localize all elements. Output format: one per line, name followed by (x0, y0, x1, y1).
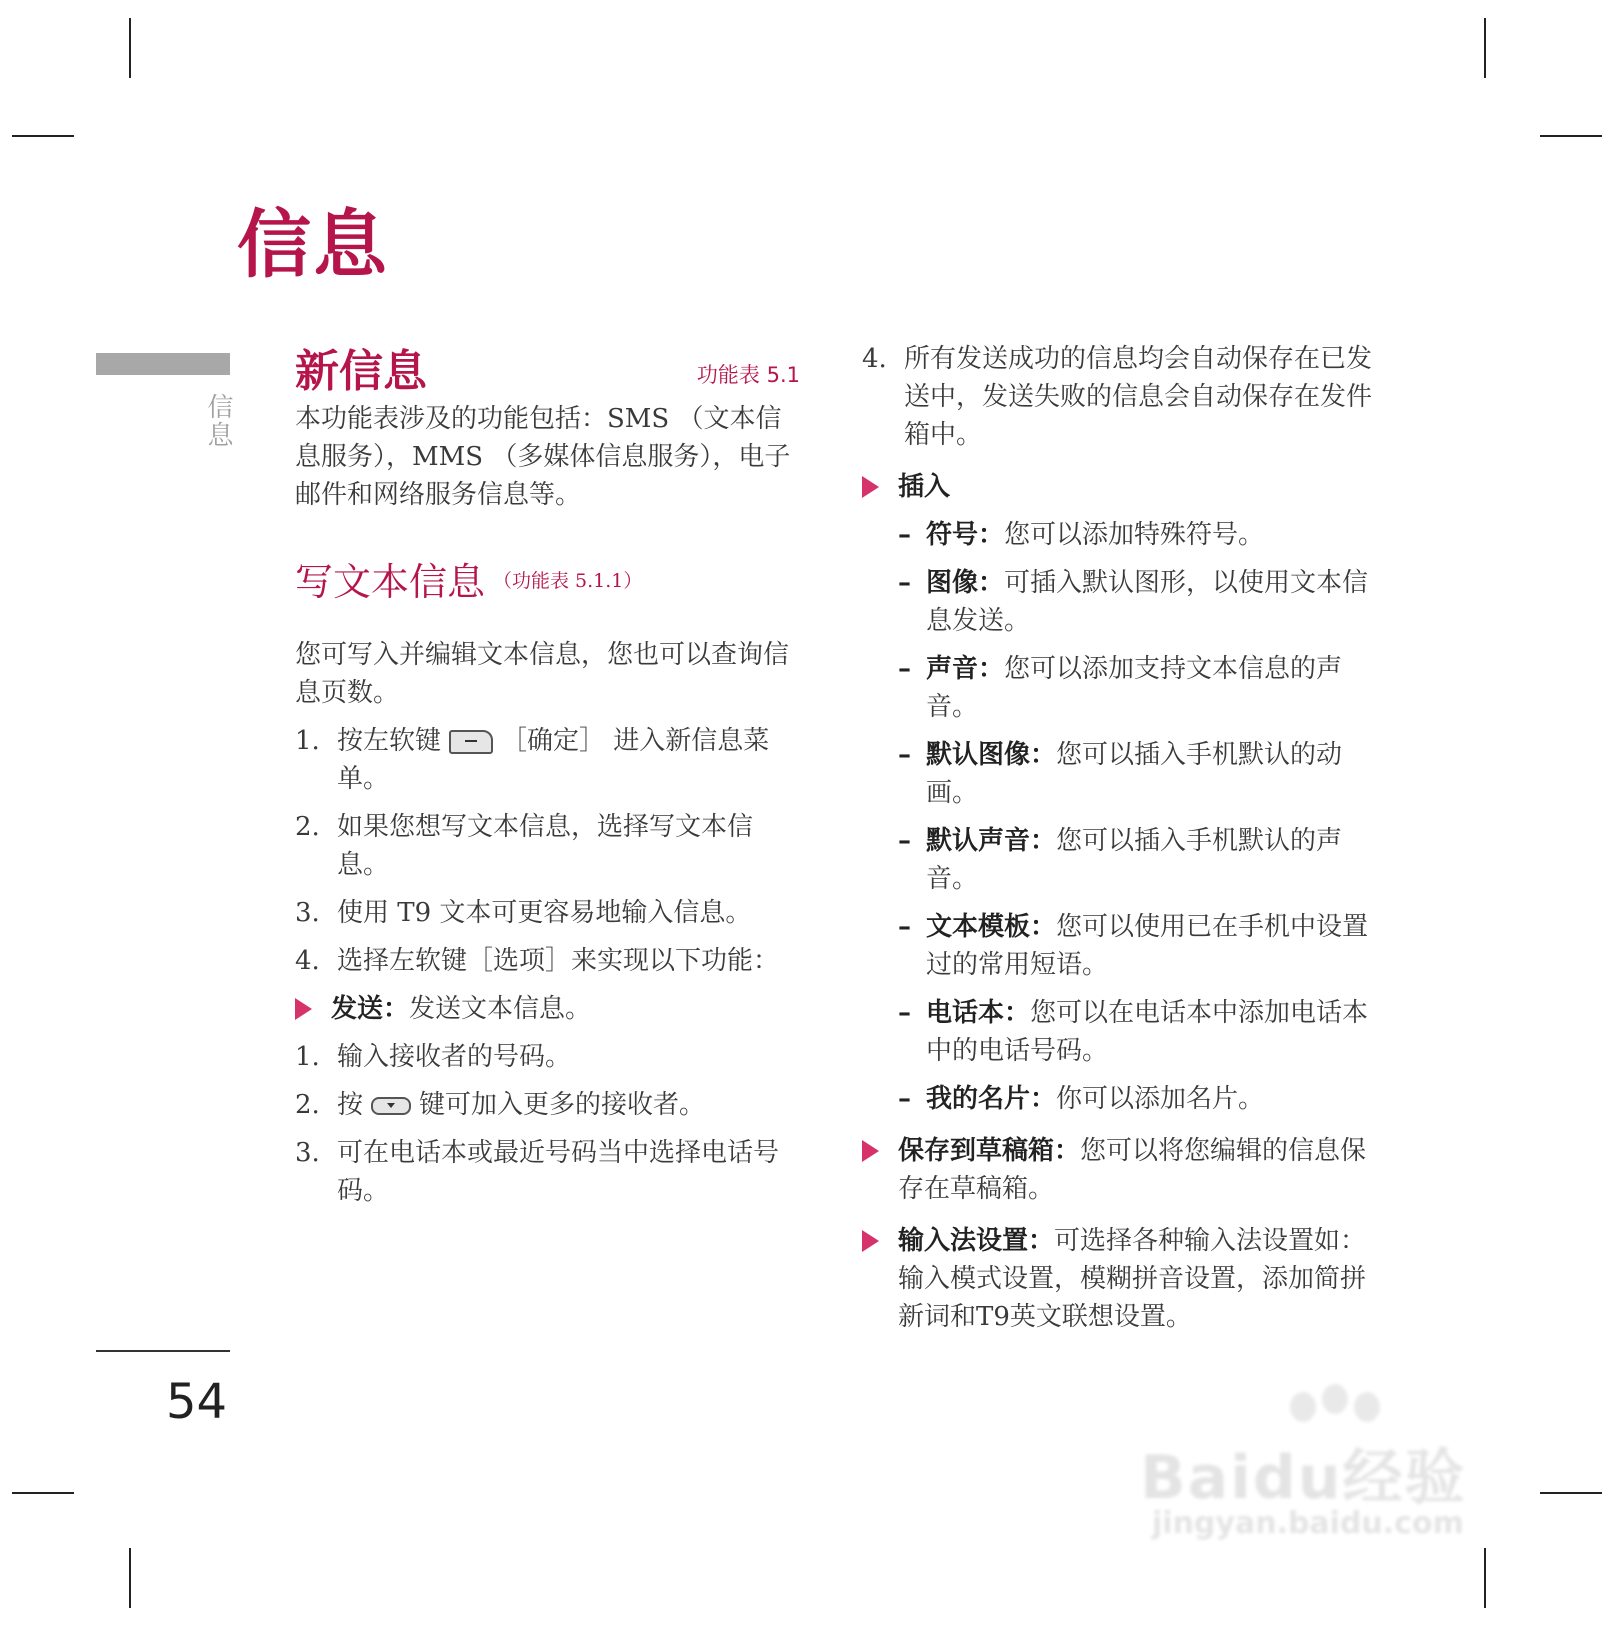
item-label: 文本模板： (926, 912, 1057, 942)
list-item (295, 1134, 800, 1210)
step-number: 1. (295, 726, 320, 756)
crop-mark (1484, 18, 1486, 78)
triangle-bullet-icon (862, 1230, 879, 1252)
item-label: 电话本： (926, 998, 1031, 1028)
step-text: 选择左软键［选项］来实现以下功能： (337, 946, 780, 976)
send-steps-list (295, 1038, 800, 1210)
side-tab-label: 信息 (203, 393, 233, 449)
left-soft-key-icon (449, 730, 493, 754)
item-text: 您可以插入手机默认的声音。 (926, 826, 1343, 894)
option-label: 保存到草稿箱： (898, 1136, 1081, 1166)
section-intro: 本功能表涉及的功能包括：SMS （文本信息服务），MMS （多媒体信息服务），电子邮件和网络服务信息等。 (295, 404, 791, 510)
list-item (295, 1038, 800, 1076)
list-item (295, 722, 800, 798)
subsection-header (295, 550, 800, 610)
step-number: 4. (862, 344, 887, 374)
item-text: 您可以使用已在手机中设置过的常用短语。 (926, 912, 1369, 980)
dash-bullet: – (898, 520, 911, 550)
subsection-menu-ref: （功能表 5.1.1） (493, 570, 643, 592)
item-text: 你可以添加名片。 (1056, 1084, 1265, 1114)
option-send (295, 990, 800, 1028)
list-item (295, 942, 800, 980)
crop-mark (12, 135, 74, 137)
send-steps-continued (862, 340, 1372, 454)
step-number: 4. (295, 946, 320, 976)
triangle-bullet-icon (862, 1140, 879, 1162)
option-label: 输入法设置： (898, 1226, 1055, 1256)
item-text: 您可以在电话本中添加电话本中的电话号码。 (926, 998, 1369, 1066)
list-item (295, 808, 800, 884)
dash-bullet: – (898, 826, 911, 856)
option-input-method (862, 1222, 1372, 1336)
chapter-title: 信息 (237, 202, 389, 288)
list-item (862, 736, 1372, 812)
list-item (862, 564, 1372, 640)
paw-icon (1354, 1392, 1380, 1422)
crop-mark (12, 1492, 74, 1494)
list-item (295, 1086, 800, 1124)
list-item (862, 908, 1372, 984)
section-header (295, 340, 800, 400)
list-item (295, 894, 800, 932)
option-text: 发送文本信息。 (409, 994, 592, 1024)
item-label: 符号： (926, 520, 1005, 550)
left-column (295, 340, 800, 1210)
step-number: 3. (295, 898, 320, 928)
item-text: 可插入默认图形，以使用文本信息发送。 (926, 568, 1369, 636)
list-item (862, 340, 1372, 454)
dash-bullet: – (898, 568, 911, 598)
crop-mark (1540, 135, 1602, 137)
option-text: 您可以将您编辑的信息保存在草稿箱。 (898, 1136, 1367, 1204)
dash-bullet: – (898, 912, 911, 942)
option-insert (862, 468, 1372, 506)
step-text: 按 (337, 1090, 364, 1120)
watermark-url: jingyan.baidu.com (1152, 1506, 1464, 1541)
paw-icon (1322, 1384, 1348, 1414)
step-text: 输入接收者的号码。 (337, 1042, 572, 1072)
list-item (862, 994, 1372, 1070)
step-text: 键可加入更多的接收者。 (419, 1090, 706, 1120)
step-text: 按左软键 (337, 726, 442, 756)
dash-bullet: – (898, 740, 911, 770)
crop-mark (1540, 1492, 1602, 1494)
step-text: ［确定］ 进入新信息菜单。 (337, 726, 770, 794)
subsection-title: 写文本信息 (295, 560, 486, 604)
write-steps-list (295, 722, 800, 980)
triangle-bullet-icon (862, 476, 879, 498)
dash-bullet: – (898, 998, 911, 1028)
item-label: 我的名片： (926, 1084, 1057, 1114)
nav-down-key-icon (371, 1097, 411, 1115)
page-number: 54 (166, 1374, 228, 1430)
section-menu-ref: 功能表 5.1 (696, 363, 800, 387)
footer-rule (96, 1350, 230, 1352)
dash-bullet: – (898, 654, 911, 684)
step-text: 可在电话本或最近号码当中选择电话号码。 (337, 1138, 780, 1206)
insert-items-list (862, 516, 1372, 1118)
crop-mark (129, 1548, 131, 1608)
subsection-intro: 您可写入并编辑文本信息，您也可以查询信息页数。 (295, 640, 790, 708)
side-tab-bar (96, 353, 230, 375)
dash-bullet: – (898, 1084, 911, 1114)
option-text: 可选择各种输入法设置如：输入模式设置，模糊拼音设置，添加简拼新词和T9英文联想设置。 (898, 1226, 1367, 1332)
item-text: 您可以添加支持文本信息的声音。 (926, 654, 1343, 722)
option-label: 发送： (331, 994, 410, 1024)
list-item (862, 650, 1372, 726)
item-label: 默认声音： (926, 826, 1057, 856)
list-item (862, 1080, 1372, 1118)
step-number: 2. (295, 1090, 320, 1120)
step-text: 如果您想写文本信息，选择写文本信息。 (337, 812, 754, 880)
item-label: 声音： (926, 654, 1005, 684)
watermark-logo: Baidu经验 (1140, 1443, 1467, 1513)
crop-mark (129, 18, 131, 78)
baidu-watermark (1140, 1390, 1520, 1570)
step-number: 3. (295, 1138, 320, 1168)
list-item (862, 822, 1372, 898)
step-number: 1. (295, 1042, 320, 1072)
option-save-draft (862, 1132, 1372, 1208)
item-label: 图像： (926, 568, 1005, 598)
list-item (862, 516, 1372, 554)
right-column (862, 340, 1372, 1336)
step-text: 所有发送成功的信息均会自动保存在已发送中，发送失败的信息会自动保存在发件箱中。 (904, 344, 1373, 450)
section-title: 新信息 (295, 346, 427, 397)
item-label: 默认图像： (926, 740, 1057, 770)
step-number: 2. (295, 812, 320, 842)
paw-icon (1290, 1392, 1316, 1422)
item-text: 您可以添加特殊符号。 (1004, 520, 1265, 550)
option-label: 插入 (898, 472, 951, 502)
step-text: 使用 T9 文本可更容易地输入信息。 (337, 898, 752, 928)
triangle-bullet-icon (295, 998, 312, 1020)
item-text: 您可以插入手机默认的动画。 (926, 740, 1343, 808)
